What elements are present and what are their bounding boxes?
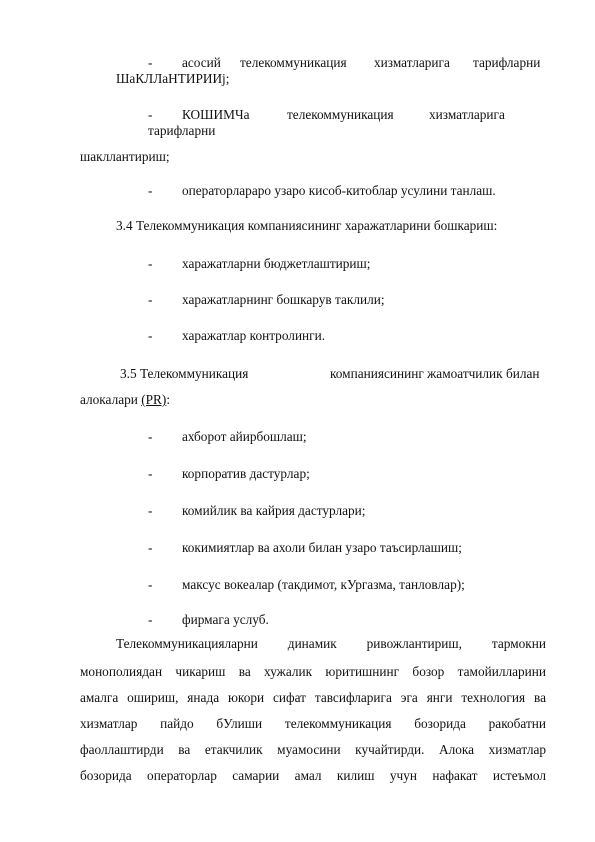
bullet-text: операторлараро узаро кисоб-китоблар усулини танлаш. <box>182 183 496 198</box>
bullet-indent-line: тарифларни <box>148 123 216 138</box>
bullet-dash: - <box>148 466 153 481</box>
bullet-dash: - <box>148 540 153 555</box>
bullet-dash: - <box>148 55 153 70</box>
bullet-dash: - <box>148 429 153 444</box>
bullet-word: телекоммуникация <box>240 55 347 70</box>
bullet-text: максус вокеалар (такдимот, кУргазма, танловлар); <box>182 577 465 592</box>
bullet-dash: - <box>148 612 153 627</box>
section-heading: 3.4 Телекоммуникация компаниясининг харажатларини бошкариш: <box>116 218 498 233</box>
pr-abbreviation: (PR) <box>141 392 167 407</box>
bullet-text: кокимиятлар ва ахоли билан узаро таъсирлашиш; <box>182 540 462 555</box>
bullet-word: хизматларига <box>374 55 450 70</box>
bullet-word: телекоммуникация <box>287 107 394 122</box>
bullet-dash: - <box>148 256 153 271</box>
bullet-word: асосий <box>182 55 221 70</box>
bullet-dash: - <box>148 503 153 518</box>
bullet-word: хизматларига <box>429 107 505 122</box>
paragraph-line: хизматлар пайдо бУлиши телекоммуникация бозорида ракобатни <box>80 716 546 731</box>
bullet-text: харажатларнинг бошкарув таклили; <box>182 292 385 307</box>
bullet-continuation: ШаКЛЛаНТИРИИj; <box>116 71 230 86</box>
heading-suffix: : <box>166 392 171 407</box>
bullet-text: ахборот айирбошлаш; <box>182 429 307 444</box>
paragraph-line: монополиядан чикариш ва хужалик юритишнинг бозор тамойилларини <box>80 664 546 679</box>
bullet-dash: - <box>148 183 153 198</box>
bullet-text: харажатларни бюджетлаштириш; <box>182 256 371 271</box>
bullet-dash: - <box>148 107 153 122</box>
bullet-text: корпоратив дастурлар; <box>182 466 310 481</box>
paragraph-line: фаоллаштирди ва етакчилик муамосини кучайтирди. Алока хизматлар <box>80 742 546 757</box>
bullet-text: комийлик ва кайрия дастурлари; <box>182 503 366 518</box>
bullet-word: КОШИМЧа <box>182 107 250 122</box>
bullet-dash: - <box>148 577 153 592</box>
bullet-word: тарифларни <box>473 55 541 70</box>
paragraph-line: амалга ошириш, янада юкори сифат тавсифларига эга янги технология ва <box>80 690 546 705</box>
bullet-continuation: шакллантириш; <box>80 149 170 164</box>
paragraph-line: Телекоммуникацияларни динамик ривожлантириш, тармокни <box>116 636 546 651</box>
bullet-dash: - <box>148 292 153 307</box>
bullet-text: фирмага услуб. <box>182 612 269 627</box>
section-heading-line2 <box>80 392 170 408</box>
bullet-dash: - <box>148 328 153 343</box>
section-heading-right: компаниясининг жамоатчилик билан <box>330 366 540 381</box>
section-heading-left: 3.5 Телекоммуникация <box>120 366 249 381</box>
bullet-text: харажатлар контролинги. <box>182 328 326 343</box>
paragraph-line: бозорида операторлар самарии амал килиш учун нафакат истеъмол <box>80 768 546 783</box>
heading-prefix: алокалари <box>80 392 142 407</box>
